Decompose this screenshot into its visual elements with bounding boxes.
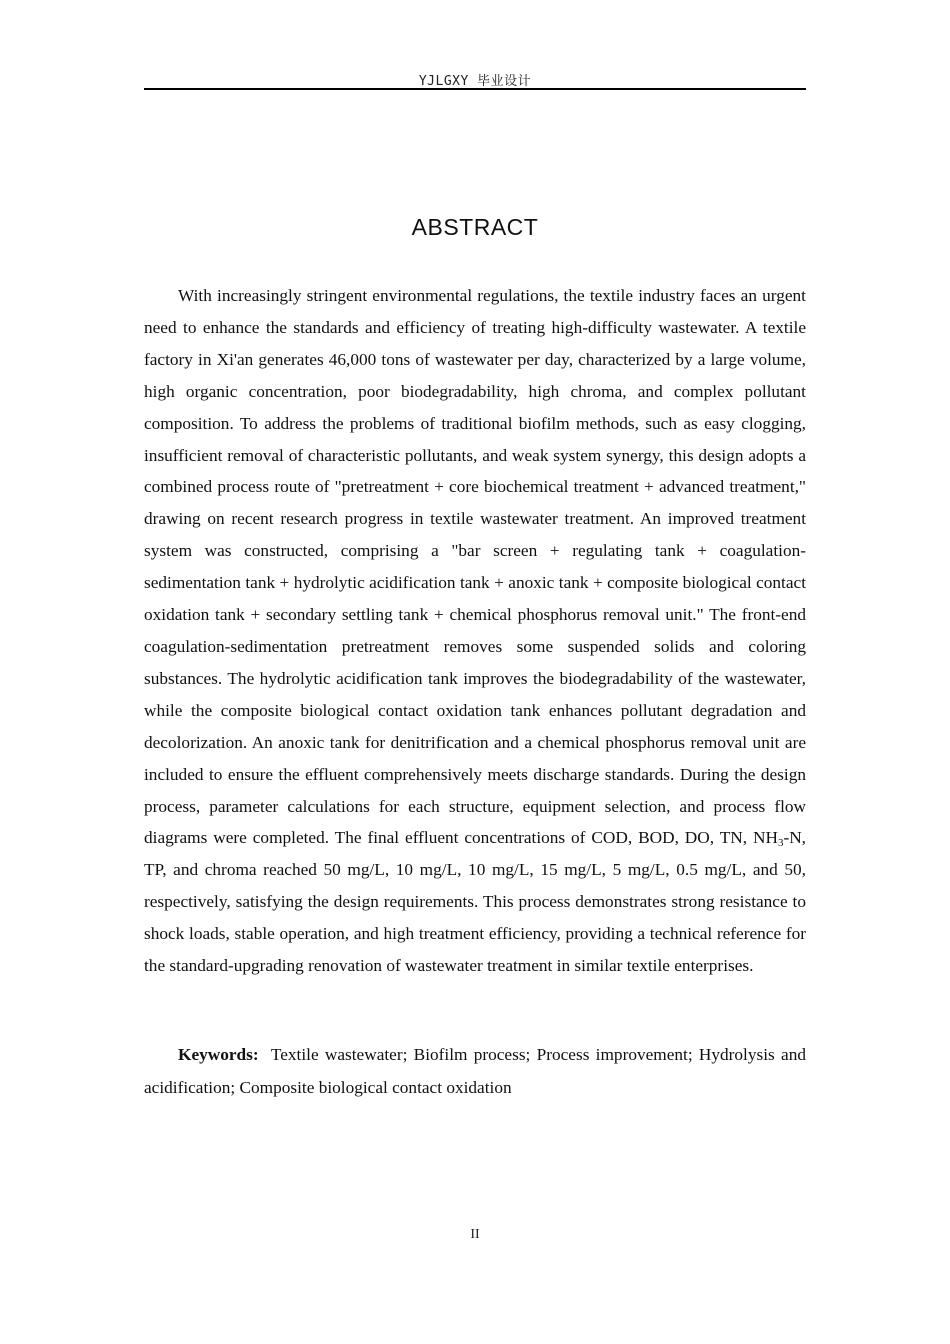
abstract-title: ABSTRACT	[411, 214, 539, 240]
header-rule	[144, 88, 806, 90]
page-number: II	[470, 1227, 480, 1242]
abstract-text-part1: With increasingly stringent environmental regulations, the textile industry faces an urgent need to enhance the standards and efficiency of treating high-difficulty wastewater. A textile factory in Xi'an generates 46,000 tons of wastewater per day, characterized by a large volume, high organic concentration, poor biodegradability, high chroma, and complex pollutant composition. To address the problems of traditional biofilm methods, such as easy clogging, insufficient removal of characteristic pollutants, and weak system synergy, this design adopts a combined process route of "pretreatment + core biochemical treatment + advanced treatment," drawing on recent research progress in textile wastewater treatment. An improved treatment system was constructed, comprising a "bar screen + regulating tank + coagulation-sedimentation tank + hydrolytic acidification tank + anoxic tank + composite biological contact oxidation tank + secondary settling tank + chemical phosphorus removal unit." The front-end coagulation-sedimentation pretreatment removes some suspended solids and coloring substances. The hydrolytic acidification tank improves the biodegradability of the wastewater, while the composite biological contact oxidation tank enhances pollutant degradation and decolorization. An anoxic tank for denitrification and a chemical phosphorus removal unit are included to ensure the effluent comprehensively meets discharge standards. During the design process, parameter calculations for each structure, equipment selection, and process flow diagrams were completed. The final effluent concentrations of COD, BOD, DO, TN, NH	[144, 286, 806, 848]
page-header: YJLGXY 毕业设计	[418, 74, 532, 89]
keywords-label: Keywords:	[178, 1045, 259, 1064]
abstract-body	[144, 280, 806, 982]
keywords-paragraph	[144, 1038, 806, 1104]
abstract-text-part2: -N, TP, and chroma reached 50 mg/L, 10 mg/L, 10 mg/L, 15 mg/L, 5 mg/L, 0.5 mg/L, and 50, respectively, satisfying the design requirements. This process demonstrates strong resistance to shock loads, stable operation, and high treatment efficiency, providing a technical reference for the standard-upgrading renovation of wastewater treatment in similar textile enterprises.	[144, 828, 806, 976]
keywords-text: Textile wastewater; Biofilm process; Process improvement; Hydrolysis and acidification; Composite biological contact oxidation	[144, 1045, 806, 1097]
abstract-subscript: 3	[777, 837, 784, 850]
